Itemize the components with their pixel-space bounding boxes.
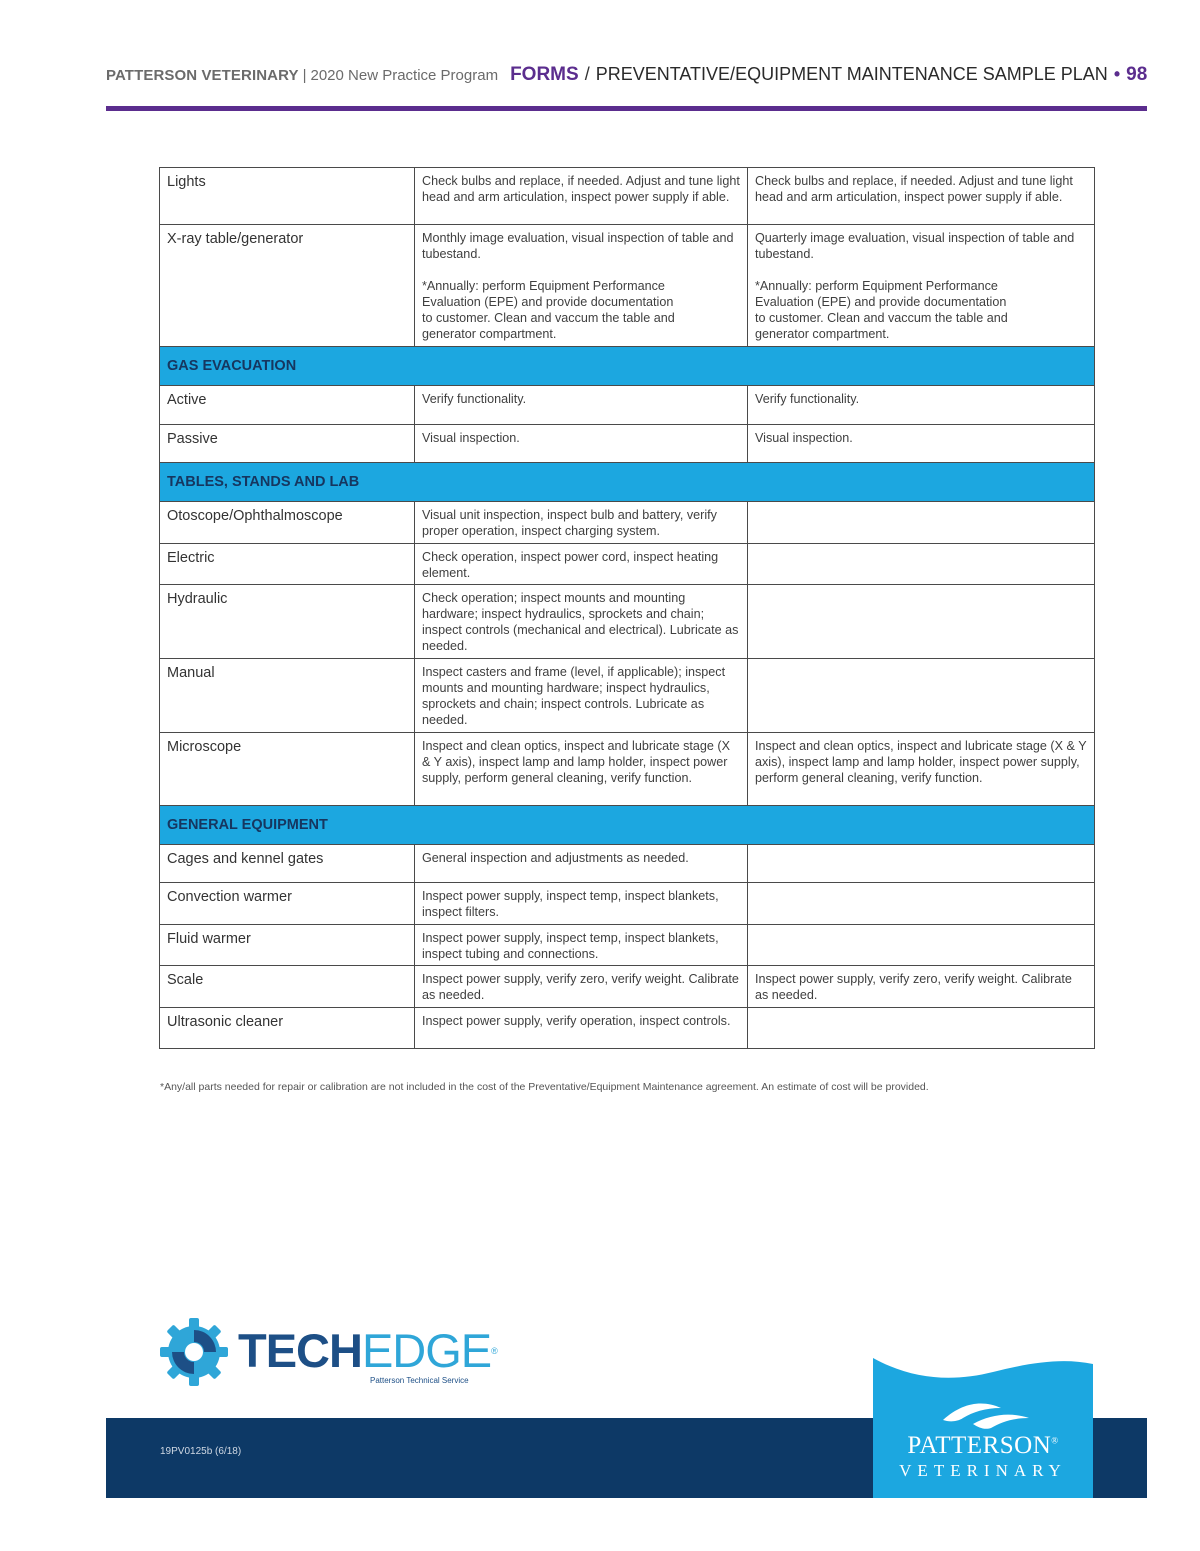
equipment-name: Hydraulic: [160, 585, 415, 659]
table-row: [160, 425, 1095, 463]
header-section: FORMS: [510, 64, 579, 85]
plan-b-task: Quarterly image evaluation, visual inspection of table and tubestand. *Annually: perform Equipment Performance Evaluation (EPE) and provide documentation to customer. Clean and vaccum the table and generator compartment.: [748, 225, 1095, 347]
table-row: [160, 502, 1095, 544]
techedge-tech: TECH: [238, 1324, 362, 1377]
plan-b-task: [748, 1008, 1095, 1049]
document-code: 19PV0125b (6/18): [160, 1446, 242, 1457]
equipment-name: Manual: [160, 659, 415, 733]
header-rule: [106, 106, 1147, 111]
section-header-row: [160, 347, 1095, 386]
table-row: [160, 925, 1095, 966]
plan-b-task: [748, 502, 1095, 544]
plan-a-task: Monthly image evaluation, visual inspection of table and tubestand. *Annually: perform Equipment Performance Evaluation (EPE) and provide documentation to customer. Clean and vaccum the table and generator compartment.: [415, 225, 748, 347]
equipment-name: Active: [160, 386, 415, 425]
plan-b-task: Verify functionality.: [748, 386, 1095, 425]
plan-a-task: Verify functionality.: [415, 386, 748, 425]
equipment-name: Passive: [160, 425, 415, 463]
table-row: [160, 845, 1095, 883]
plan-b-task: Visual inspection.: [748, 425, 1095, 463]
header-brand: PATTERSON VETERINARY: [106, 67, 299, 84]
maintenance-plan-table: [159, 167, 1095, 1049]
table-row: [160, 168, 1095, 225]
table-row: [160, 225, 1095, 347]
plan-a-task: Visual inspection.: [415, 425, 748, 463]
plan-b-task: Inspect and clean optics, inspect and lubricate stage (X & Y axis), inspect lamp and lamp holder, inspect power supply, perform general cleaning, verify function.: [748, 733, 1095, 806]
equipment-name: Cages and kennel gates: [160, 845, 415, 883]
plan-a-task: Inspect casters and frame (level, if applicable); inspect mounts and mounting hardware; inspect hydraulics, sprockets and chain; inspect controls. Lubricate as needed.: [415, 659, 748, 733]
plan-b-task: [748, 925, 1095, 966]
patterson-name: PATTERSON: [907, 1432, 1052, 1459]
footnote: *Any/all parts needed for repair or calibration are not included in the cost of the Preventative/Equipment Maintenance agreement. An estimate of cost will be provided.: [160, 1081, 929, 1093]
plan-b-task: [748, 544, 1095, 585]
techedge-subtitle: Patterson Technical Service: [370, 1376, 469, 1385]
equipment-name: Otoscope/Ophthalmoscope: [160, 502, 415, 544]
patterson-logo-sub: VETERINARY: [899, 1461, 1067, 1480]
plan-a-task: Inspect power supply, verify operation, inspect controls.: [415, 1008, 748, 1049]
section-header-row: [160, 806, 1095, 845]
equipment-name: Fluid warmer: [160, 925, 415, 966]
equipment-name: Ultrasonic cleaner: [160, 1008, 415, 1049]
equipment-name: Lights: [160, 168, 415, 225]
table-row: [160, 733, 1095, 806]
header-bullet: •: [1113, 64, 1121, 84]
table-row: [160, 386, 1095, 425]
techedge-logo: [158, 1316, 497, 1390]
techedge-edge: EDGE: [361, 1324, 492, 1377]
header-program: 2020 New Practice Program: [310, 67, 499, 84]
section-title: GAS EVACUATION: [160, 347, 1095, 386]
table-row: [160, 1008, 1095, 1049]
equipment-name: Convection warmer: [160, 883, 415, 925]
plan-b-task: Check bulbs and replace, if needed. Adjust and tune light head and arm articulation, inspect power supply if able.: [748, 168, 1095, 225]
table-row: [160, 544, 1095, 585]
patterson-logo-name: [873, 1432, 1093, 1460]
equipment-name: Scale: [160, 966, 415, 1008]
plan-b-task: [748, 883, 1095, 925]
plan-a-task: Inspect power supply, inspect temp, inspect blankets, inspect tubing and connections.: [415, 925, 748, 966]
patterson-registered: ®: [1051, 1435, 1059, 1446]
equipment-name: Microscope: [160, 733, 415, 806]
plan-b-task: [748, 659, 1095, 733]
plan-a-task: General inspection and adjustments as needed.: [415, 845, 748, 883]
table-row: [160, 659, 1095, 733]
plan-a-task: Check bulbs and replace, if needed. Adjust and tune light head and arm articulation, inspect power supply if able.: [415, 168, 748, 225]
table-body: [160, 168, 1095, 1049]
plan-b-task: [748, 845, 1095, 883]
page-header: [106, 64, 1147, 92]
section-title: GENERAL EQUIPMENT: [160, 806, 1095, 845]
registered-mark: ®: [491, 1346, 497, 1356]
plan-a-task: Inspect power supply, inspect temp, inspect blankets, inspect filters.: [415, 883, 748, 925]
page-title: PREVENTATIVE/EQUIPMENT MAINTENANCE SAMPLE PLAN: [595, 64, 1108, 84]
gear-icon: [158, 1316, 230, 1388]
table-row: [160, 966, 1095, 1008]
header-separator: |: [302, 67, 307, 84]
plan-b-task: Inspect power supply, verify zero, verify weight. Calibrate as needed.: [748, 966, 1095, 1008]
plan-a-task: Inspect power supply, verify zero, verify weight. Calibrate as needed.: [415, 966, 748, 1008]
section-title: TABLES, STANDS AND LAB: [160, 463, 1095, 502]
plan-b-task: [748, 585, 1095, 659]
header-slash: /: [584, 64, 590, 84]
table-row: [160, 883, 1095, 925]
plan-a-task: Visual unit inspection, inspect bulb and battery, verify proper operation, inspect charging system.: [415, 502, 748, 544]
page-number: 98: [1126, 64, 1148, 85]
plan-a-task: Check operation, inspect power cord, inspect heating element.: [415, 544, 748, 585]
equipment-name: Electric: [160, 544, 415, 585]
techedge-wordmark: [238, 1326, 497, 1376]
plan-a-task: Inspect and clean optics, inspect and lubricate stage (X & Y axis), inspect lamp and lamp holder, inspect power supply, perform general cleaning, verify function.: [415, 733, 748, 806]
plan-a-task: Check operation; inspect mounts and mounting hardware; inspect hydraulics, sprockets and chain; inspect controls (mechanical and electrical). Lubricate as needed.: [415, 585, 748, 659]
table-row: [160, 585, 1095, 659]
section-header-row: [160, 463, 1095, 502]
equipment-name: X-ray table/generator: [160, 225, 415, 347]
